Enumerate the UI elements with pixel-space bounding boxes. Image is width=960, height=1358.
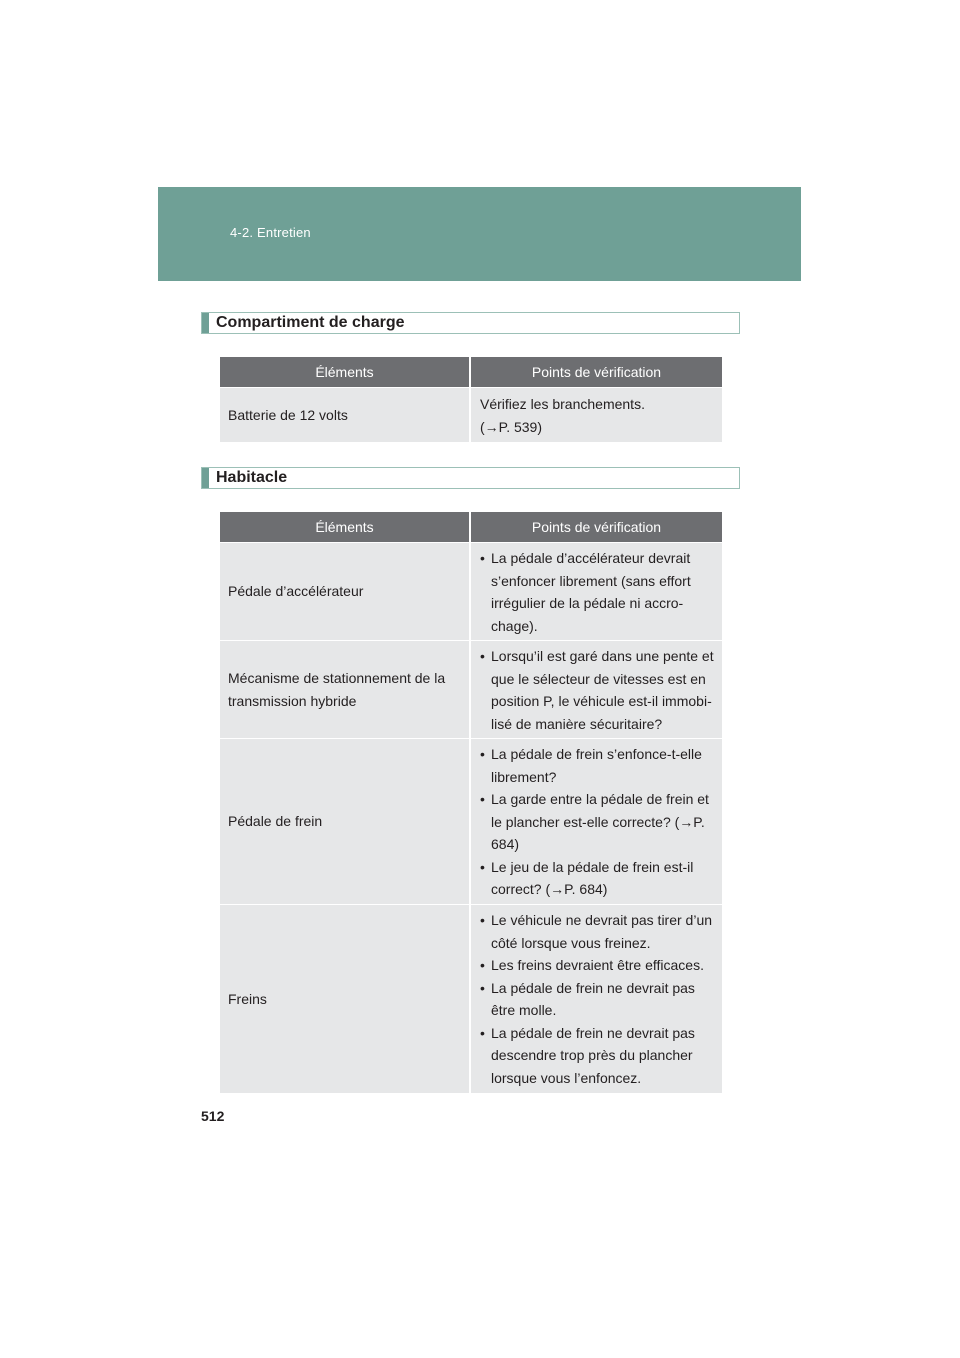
column-header-checks: Points de vérification	[470, 512, 722, 543]
row-check	[470, 543, 722, 641]
row-check	[470, 739, 722, 905]
check-item: • La pédale d’accélérateur devrait s’enfoncer librement (sans effort irrégulier de la pédale ni accro-chage).	[480, 547, 720, 637]
table-row	[220, 641, 722, 739]
check-item: • La pédale de frein ne devrait pas être molle.	[480, 977, 720, 1022]
section-heading-compartiment	[201, 312, 740, 334]
check-item: • La garde entre la pédale de frein et le plancher est-elle correcte? (→P. 684)	[480, 788, 720, 856]
check-item: • La pédale de frein ne devrait pas descendre trop près du plancher lorsque vous l’enfoncez.	[480, 1022, 720, 1090]
header-band	[158, 187, 801, 281]
check-item: • Le jeu de la pédale de frein est-il correct? (→P. 684)	[480, 856, 720, 901]
row-item: Batterie de 12 volts	[220, 388, 470, 442]
section-title: Compartiment de charge	[216, 314, 405, 331]
check-text: Vérifiez les branchements. (→P. 539)	[480, 396, 645, 435]
section-accent	[202, 313, 209, 333]
row-check	[470, 641, 722, 739]
column-header-elements: Éléments	[220, 357, 470, 388]
check-item: • La pédale de frein s’enfonce-t-elle librement?	[480, 743, 720, 788]
section-accent	[202, 468, 209, 488]
section-title: Habitacle	[216, 469, 288, 486]
table-compartiment	[220, 357, 722, 442]
table-row	[220, 543, 722, 641]
row-item: Pédale de frein	[220, 739, 470, 905]
column-header-checks: Points de vérification	[470, 357, 722, 388]
table-row	[220, 388, 722, 442]
section-heading-habitacle	[201, 467, 740, 489]
table-row	[220, 739, 722, 905]
page-number: 512	[201, 1108, 225, 1124]
chapter-label: 4-2. Entretien	[230, 225, 311, 240]
row-item: Pédale d’accélérateur	[220, 543, 470, 641]
row-item: Mécanisme de stationnement de la transmission hybride	[220, 641, 470, 739]
check-item: • Les freins devraient être efficaces.	[480, 954, 720, 977]
row-check	[470, 905, 722, 1093]
check-item: • Le véhicule ne devrait pas tirer d’un côté lorsque vous freinez.	[480, 909, 720, 954]
check-item: • Lorsqu’il est garé dans une pente et que le sélecteur de vitesses est en position P, le véhicule est-il immobi-lisé de manière sécuritaire?	[480, 645, 720, 735]
column-header-elements: Éléments	[220, 512, 470, 543]
row-check	[470, 388, 722, 442]
table-habitacle	[220, 512, 722, 1093]
row-item: Freins	[220, 905, 470, 1093]
table-row	[220, 905, 722, 1093]
